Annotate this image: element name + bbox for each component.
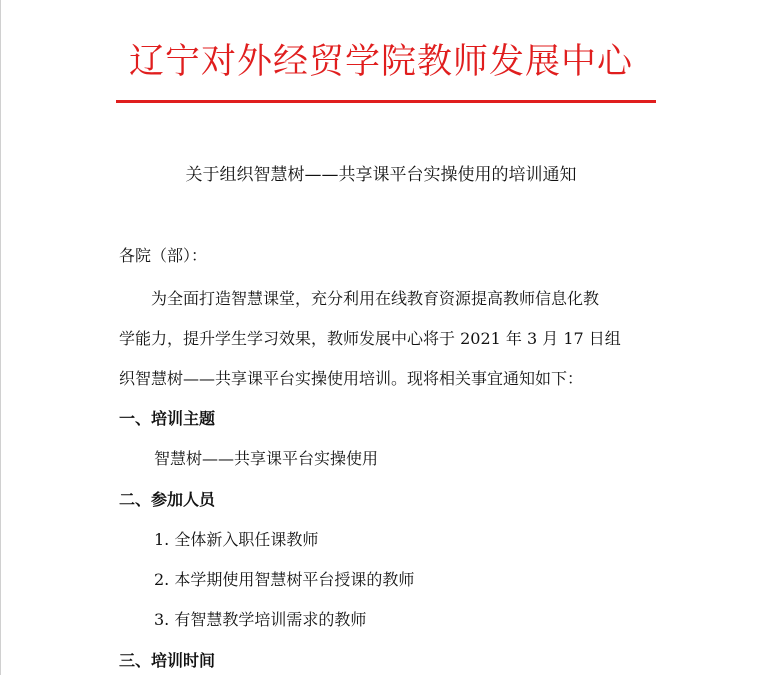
section-heading-participants: 二、参加人员 (119, 490, 216, 509)
participant-item-3: 3. 有智慧教学培训需求的教师 (154, 610, 367, 629)
topic-item: 智慧树——共享课平台实操使用 (154, 449, 379, 468)
page-left-edge (0, 0, 1, 675)
letterhead-title: 辽宁对外经贸学院教师发展中心 (128, 42, 633, 82)
notice-title: 关于组织智慧树——共享课平台实操使用的培训通知 (185, 165, 577, 185)
section-heading-time: 三、培训时间 (119, 651, 216, 670)
participant-item-1: 1. 全体新入职任课教师 (154, 530, 319, 549)
intro-line-3: 织智慧树——共享课平台实操使用培训。现将相关事宜通知如下： (119, 369, 584, 388)
participant-item-2: 2. 本学期使用智慧树平台授课的教师 (154, 570, 415, 589)
section-heading-topic: 一、培训主题 (119, 409, 216, 428)
letterhead-red-rule (116, 100, 656, 103)
salutation: 各院（部）： (119, 246, 208, 265)
intro-line-2: 学能力，提升学生学习效果，教师发展中心将于 2021 年 3 月 17 日组 (119, 329, 621, 348)
intro-line-1: 为全面打造智慧课堂，充分利用在线教育资源提高教师信息化教 (151, 289, 600, 308)
